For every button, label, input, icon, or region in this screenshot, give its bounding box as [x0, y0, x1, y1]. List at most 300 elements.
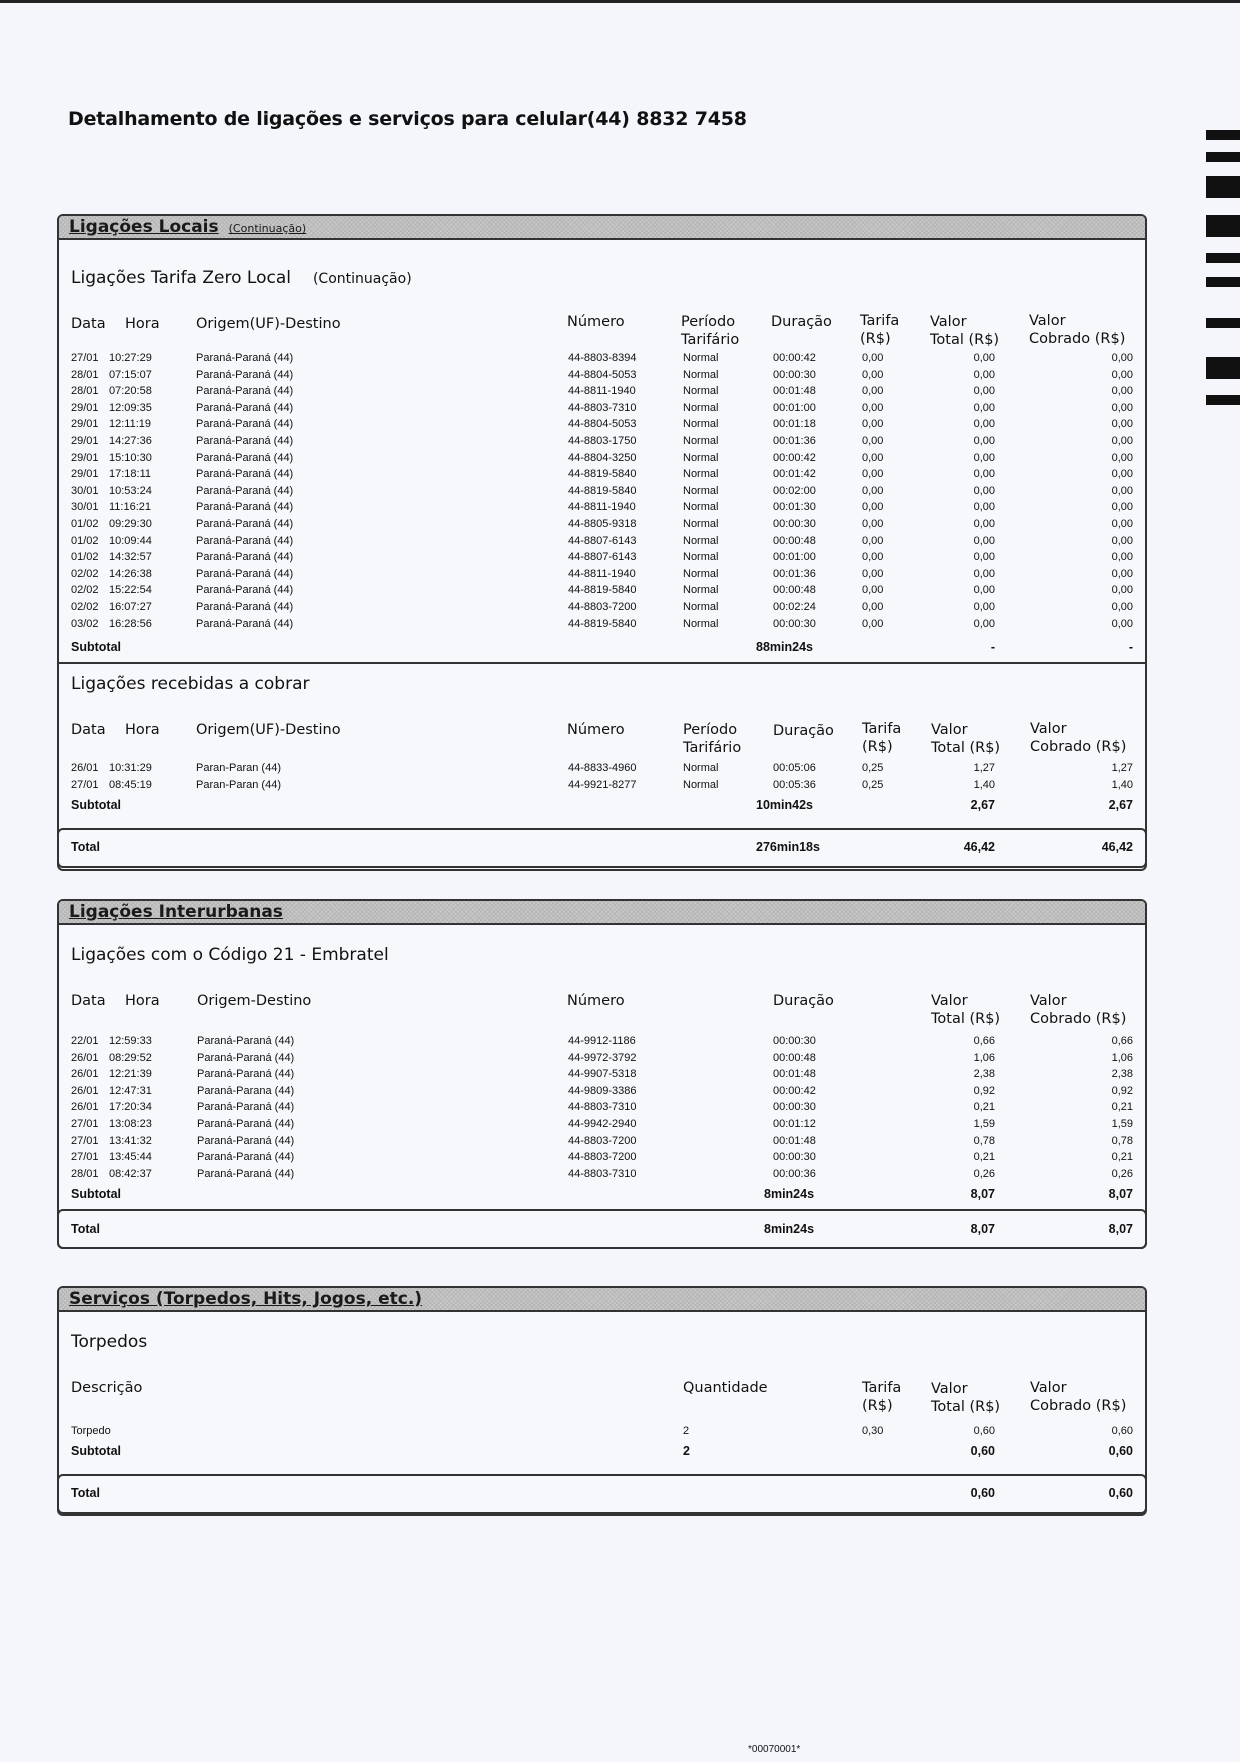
section-header — [59, 1288, 1145, 1312]
cell-data: 02/02 — [71, 601, 99, 613]
cell-total: 0,21 — [973, 1151, 995, 1164]
cell-periodo: Normal — [683, 551, 719, 564]
cell-numero: 44-8819-5840 — [568, 484, 637, 497]
cell-hora: 08:29:52 — [109, 1051, 152, 1064]
cell-duracao: 00:00:30 — [773, 1101, 816, 1114]
col-header-valor-cobrado-line2: Cobrado (R$) — [1030, 739, 1127, 755]
table-row — [59, 535, 1145, 552]
cell-periodo: Normal — [683, 501, 719, 514]
col-header-valor-total-line1: Valor — [931, 722, 968, 738]
subtotal-label: Subtotal — [71, 640, 121, 654]
cell-hora: 12:11:19 — [109, 418, 152, 431]
table-row — [59, 1118, 1145, 1135]
cell-cobrado: 1,06 — [1111, 1051, 1133, 1064]
cell-hora: 17:20:34 — [109, 1101, 152, 1114]
cell-tarifa: 0,30 — [862, 1425, 884, 1437]
cell-numero: 44-8803-7310 — [568, 1101, 637, 1114]
cell-numero: 44-8811-1940 — [568, 567, 636, 580]
subtotal-duracao: 8min24s — [764, 1187, 815, 1201]
cell-total: 0,00 — [973, 385, 995, 398]
cell-tarifa: 0,00 — [862, 534, 884, 547]
total-row — [59, 1222, 1145, 1239]
cell-origem: Paraná-Paraná (44) — [197, 1118, 295, 1130]
total-row — [59, 1486, 1145, 1503]
cell-periodo: Normal — [683, 584, 719, 597]
subtotal-row-servicos — [59, 1444, 1145, 1461]
cell-duracao: 00:02:00 — [773, 484, 816, 497]
subtotal-valor-cobrado: - — [1128, 640, 1133, 654]
cell-periodo: Normal — [683, 468, 719, 481]
col-header-valor-total-line2: Total (R$) — [931, 1011, 1001, 1027]
col-header-data: Data — [71, 316, 106, 332]
cell-tarifa: 0,00 — [862, 617, 884, 630]
cell-duracao: 00:05:36 — [773, 778, 816, 791]
subtotal-row-recebidas — [59, 798, 1145, 815]
cell-hora: 07:15:07 — [109, 368, 152, 381]
table-row — [59, 485, 1145, 502]
cell-tarifa: 0,00 — [862, 418, 884, 431]
cell-total: 1,40 — [973, 778, 995, 791]
table-row — [59, 402, 1145, 419]
cell-tarifa: 0,00 — [862, 518, 884, 530]
cell-cobrado: 0,00 — [1111, 451, 1133, 464]
subsection-title-recebidas: Ligações recebidas a cobrar — [71, 674, 310, 694]
cell-origem: Paraná-Paraná (44) — [196, 518, 294, 530]
cell-duracao: 00:01:48 — [773, 385, 816, 398]
subtotal-valor-cobrado: 2,67 — [1108, 798, 1133, 812]
section-header — [59, 216, 1145, 240]
cell-origem: Paraná-Paraná (44) — [196, 534, 294, 547]
col-header-valor-total-line1: Valor — [930, 314, 967, 330]
cell-cobrado: 0,00 — [1111, 401, 1133, 414]
cell-total: 0,00 — [973, 584, 995, 597]
cell-origem: Paraná-Paraná (44) — [196, 368, 294, 381]
cell-tarifa: 0,00 — [862, 484, 884, 497]
cell-numero: 44-8819-5840 — [568, 468, 637, 481]
cell-duracao: 00:05:06 — [773, 762, 816, 774]
total-valor-cobrado: 8,07 — [1108, 1222, 1133, 1236]
cell-origem: Paraná-Paraná (44) — [197, 1167, 295, 1180]
table-row — [59, 551, 1145, 568]
cell-data: 27/01 — [71, 352, 99, 364]
cell-numero: 44-8803-7200 — [568, 1134, 637, 1147]
col-header-hora: Hora — [125, 993, 160, 1009]
col-header-valor-cobrado-line2: Cobrado (R$) — [1029, 331, 1126, 347]
cell-data: 26/01 — [71, 1068, 99, 1081]
cell-data: 29/01 — [71, 435, 99, 447]
scan-mark — [1206, 318, 1240, 328]
scan-mark — [1206, 277, 1240, 287]
cell-cobrado: 0,26 — [1111, 1167, 1133, 1180]
cell-periodo: Normal — [683, 418, 719, 431]
cell-cobrado: 0,66 — [1111, 1035, 1133, 1047]
section-ligacoes-interurbanas — [57, 899, 1147, 1249]
cell-data: 29/01 — [71, 418, 99, 431]
cell-duracao: 00:01:48 — [773, 1068, 816, 1081]
total-label: Total — [71, 1486, 100, 1500]
col-header-descricao: Descrição — [71, 1380, 143, 1396]
cell-duracao: 00:00:48 — [773, 1051, 816, 1064]
subtotal-valor-cobrado: 0,60 — [1108, 1444, 1133, 1458]
cell-numero: 44-9809-3386 — [568, 1084, 637, 1097]
cell-hora: 10:27:29 — [109, 352, 152, 364]
subtotal-row-interurbanas — [59, 1187, 1145, 1204]
col-header-valor-cobrado — [1030, 720, 1126, 756]
section-header — [59, 901, 1145, 925]
cell-numero: 44-9907-5318 — [568, 1068, 637, 1081]
subtotal-label: Subtotal — [71, 1187, 121, 1201]
cell-cobrado: 0,00 — [1111, 567, 1133, 580]
cell-duracao: 00:00:30 — [773, 368, 816, 381]
cell-hora: 10:31:29 — [109, 762, 152, 774]
table-row — [59, 1168, 1145, 1185]
cell-origem: Paraná-Parana (44) — [197, 1084, 295, 1097]
cell-numero: 44-9972-3792 — [568, 1051, 637, 1064]
col-header-valor-total-line2: Total (R$) — [931, 1399, 1001, 1415]
cell-tarifa: 0,00 — [862, 601, 884, 613]
col-header-data: Data — [71, 722, 106, 738]
total-label: Total — [71, 840, 100, 854]
cell-cobrado: 0,00 — [1111, 352, 1133, 364]
cell-origem: Paraná-Paraná (44) — [197, 1134, 295, 1147]
cell-data: 26/01 — [71, 1101, 99, 1114]
col-header-periodo-line2: Tarifário — [683, 740, 742, 756]
cell-total: 0,21 — [973, 1101, 995, 1114]
col-header-numero: Número — [567, 993, 625, 1009]
table-row — [59, 518, 1145, 535]
table-row — [59, 369, 1145, 386]
cell-cobrado: 0,00 — [1111, 601, 1133, 613]
cell-cobrado: 0,21 — [1111, 1101, 1133, 1114]
cell-duracao: 00:00:42 — [773, 1084, 816, 1097]
cell-hora: 13:08:23 — [109, 1118, 152, 1130]
cell-numero: 44-8803-8394 — [568, 352, 637, 364]
subsection-title-continuation: (Continuação) — [312, 271, 412, 287]
cell-numero: 44-8804-5053 — [568, 418, 637, 431]
table-row — [59, 779, 1145, 796]
table-row — [59, 1052, 1145, 1069]
cell-duracao: 00:00:42 — [773, 352, 816, 364]
cell-hora: 10:53:24 — [109, 484, 152, 497]
cell-duracao: 00:02:24 — [773, 601, 816, 613]
cell-tarifa: 0,00 — [862, 451, 884, 464]
cell-cobrado: 0,00 — [1111, 468, 1133, 481]
cell-data: 26/01 — [71, 1084, 99, 1097]
cell-total: 1,27 — [973, 762, 995, 774]
cell-periodo: Normal — [683, 368, 719, 381]
total-row — [59, 840, 1145, 857]
cell-total: 0,66 — [973, 1035, 995, 1047]
document-barcode-code: *00070001* — [748, 1744, 801, 1755]
cell-cobrado: 0,00 — [1111, 518, 1133, 530]
total-valor-cobrado: 0,60 — [1108, 1486, 1133, 1500]
table-row — [59, 762, 1145, 779]
cell-numero: 44-8819-5840 — [568, 617, 637, 630]
cell-numero: 44-9942-2940 — [568, 1118, 637, 1130]
subtotal-valor-total: 0,60 — [970, 1444, 995, 1458]
cell-data: 29/01 — [71, 468, 99, 481]
cell-numero: 44-8803-7200 — [568, 1151, 637, 1164]
cell-data: 03/02 — [71, 617, 99, 630]
cell-data: 01/02 — [71, 551, 99, 564]
total-valor-total: 8,07 — [970, 1222, 995, 1236]
cell-total: 0,60 — [973, 1425, 995, 1437]
cell-cobrado: 0,00 — [1111, 435, 1133, 447]
cell-origem: Paraná-Paraná (44) — [196, 501, 294, 514]
cell-duracao: 00:01:42 — [773, 468, 816, 481]
cell-duracao: 00:01:36 — [773, 435, 816, 447]
cell-cobrado: 0,00 — [1111, 501, 1133, 514]
col-header-quantidade: Quantidade — [683, 1380, 768, 1396]
total-label: Total — [71, 1222, 100, 1236]
subtotal-quantidade: 2 — [683, 1444, 690, 1458]
cell-duracao: 00:01:30 — [773, 501, 816, 514]
col-header-origem: Origem(UF)-Destino — [196, 316, 341, 332]
scan-mark — [1206, 152, 1240, 162]
scan-mark — [1206, 395, 1240, 405]
col-header-tarifa-line2: (R$) — [860, 331, 891, 347]
section-title: Ligações Interurbanas — [69, 902, 283, 922]
cell-periodo: Normal — [683, 567, 719, 580]
cell-origem: Paraná-Paraná (44) — [197, 1035, 295, 1047]
cell-hora: 12:47:31 — [109, 1084, 152, 1097]
cell-origem: Paran-Paran (44) — [196, 778, 281, 791]
col-header-periodo-line1: Período — [683, 722, 738, 738]
cell-hora: 15:10:30 — [109, 451, 152, 464]
section-title: Ligações Locais — [69, 217, 219, 237]
total-box-locais — [57, 828, 1147, 868]
cell-hora: 14:32:57 — [109, 551, 152, 564]
cell-hora: 16:07:27 — [109, 601, 152, 613]
cell-tarifa: 0,00 — [862, 385, 884, 398]
col-header-tarifa-line1: Tarifa — [862, 721, 902, 737]
cell-hora: 10:09:44 — [109, 534, 152, 547]
cell-quantidade: 2 — [683, 1425, 690, 1437]
col-header-duracao: Duração — [773, 993, 834, 1009]
total-valor-cobrado: 46,42 — [1101, 840, 1133, 854]
table-row — [59, 1085, 1145, 1102]
cell-numero: 44-8803-7200 — [568, 601, 637, 613]
cell-data: 27/01 — [71, 1134, 99, 1147]
cell-cobrado: 1,27 — [1111, 762, 1133, 774]
cell-cobrado: 0,00 — [1111, 551, 1133, 564]
cell-hora: 12:59:33 — [109, 1035, 152, 1047]
scan-mark — [1206, 253, 1240, 263]
col-header-valor-total — [931, 1380, 1000, 1416]
cell-periodo: Normal — [683, 385, 719, 398]
table-row — [59, 385, 1145, 402]
cell-origem: Paraná-Paraná (44) — [196, 468, 294, 481]
page-top-edge — [0, 0, 1240, 3]
col-header-numero: Número — [567, 722, 625, 738]
cell-hora: 11:16:21 — [109, 501, 152, 514]
cell-data: 27/01 — [71, 778, 99, 791]
cell-hora: 17:18:11 — [109, 468, 152, 481]
cell-periodo: Normal — [683, 518, 719, 530]
cell-data: 28/01 — [71, 385, 99, 398]
cell-tarifa: 0,00 — [862, 501, 884, 514]
cell-duracao: 00:00:30 — [773, 1151, 816, 1164]
cell-data: 29/01 — [71, 401, 99, 414]
table-row — [59, 1035, 1145, 1052]
cell-data: 27/01 — [71, 1151, 99, 1164]
table-row — [59, 568, 1145, 585]
total-valor-total: 0,60 — [970, 1486, 995, 1500]
cell-cobrado: 0,21 — [1111, 1151, 1133, 1164]
cell-origem: Paraná-Paraná (44) — [196, 551, 294, 564]
cell-origem: Paraná-Paraná (44) — [197, 1068, 295, 1081]
divider — [59, 662, 1145, 664]
cell-tarifa: 0,00 — [862, 401, 884, 414]
cell-cobrado: 0,00 — [1111, 385, 1133, 398]
cell-total: 0,00 — [973, 435, 995, 447]
cell-duracao: 00:00:48 — [773, 534, 816, 547]
col-header-numero: Número — [567, 314, 625, 330]
col-header-valor-cobrado-line2: Cobrado (R$) — [1030, 1011, 1127, 1027]
section-title: Serviços (Torpedos, Hits, Jogos, etc.) — [69, 1289, 423, 1309]
cell-periodo: Normal — [683, 451, 719, 464]
col-header-periodo-line2: Tarifário — [681, 332, 740, 348]
cell-duracao: 00:01:00 — [773, 551, 816, 564]
cell-periodo: Normal — [683, 617, 719, 630]
cell-total: 0,00 — [973, 451, 995, 464]
col-header-valor-total — [930, 313, 999, 349]
cell-origem: Paraná-Paraná (44) — [197, 1151, 295, 1164]
cell-origem: Paraná-Paraná (44) — [196, 601, 294, 613]
col-header-valor-cobrado-line1: Valor — [1030, 993, 1067, 1009]
table-row — [59, 1151, 1145, 1168]
table-row — [59, 1101, 1145, 1118]
table-row — [59, 601, 1145, 618]
section-servicos — [57, 1286, 1147, 1516]
subtotal-row-tarifa-zero — [59, 640, 1145, 657]
cell-periodo: Normal — [683, 778, 719, 791]
cell-hora: 14:26:38 — [109, 567, 152, 580]
table-row — [59, 584, 1145, 601]
cell-numero: 44-8833-4960 — [568, 762, 637, 774]
cell-total: 0,00 — [973, 468, 995, 481]
total-box-interurbanas — [57, 1209, 1147, 1249]
cell-tarifa: 0,00 — [862, 368, 884, 381]
cell-duracao: 00:00:48 — [773, 584, 816, 597]
table-row — [59, 452, 1145, 469]
cell-tarifa: 0,00 — [862, 551, 884, 564]
table-row — [59, 1135, 1145, 1152]
cell-data: 30/01 — [71, 501, 99, 514]
cell-duracao: 00:01:48 — [773, 1134, 816, 1147]
cell-numero: 44-8805-9318 — [568, 518, 637, 530]
col-header-data: Data — [71, 993, 106, 1009]
col-header-valor-cobrado-line1: Valor — [1030, 721, 1067, 737]
cell-cobrado: 0,00 — [1111, 418, 1133, 431]
cell-periodo: Normal — [683, 401, 719, 414]
col-header-valor-total — [931, 721, 1000, 757]
cell-duracao: 00:00:42 — [773, 451, 816, 464]
cell-cobrado: 0,00 — [1111, 617, 1133, 630]
cell-data: 30/01 — [71, 484, 99, 497]
cell-cobrado: 2,38 — [1111, 1068, 1133, 1081]
total-duracao: 8min24s — [764, 1222, 815, 1236]
cell-data: 26/01 — [71, 1051, 99, 1064]
col-header-tarifa — [862, 720, 901, 756]
cell-cobrado: 0,00 — [1111, 484, 1133, 497]
cell-numero: 44-8811-1940 — [568, 501, 636, 514]
cell-total: 0,00 — [973, 601, 995, 613]
cell-total: 2,38 — [973, 1068, 995, 1081]
col-header-hora: Hora — [125, 316, 160, 332]
cell-cobrado: 0,78 — [1111, 1134, 1133, 1147]
section-ligacoes-locais — [57, 214, 1147, 871]
cell-total: 0,00 — [973, 418, 995, 431]
cell-tarifa: 0,25 — [862, 778, 884, 791]
cell-cobrado: 1,40 — [1111, 778, 1133, 791]
cell-numero: 44-8811-1940 — [568, 385, 636, 398]
col-header-tarifa — [862, 1379, 901, 1415]
cell-cobrado: 0,00 — [1111, 534, 1133, 547]
cell-hora: 09:29:30 — [109, 518, 152, 530]
cell-data: 01/02 — [71, 534, 99, 547]
cell-origem: Paraná-Paraná (44) — [196, 435, 294, 447]
cell-origem: Paraná-Paraná (44) — [196, 352, 294, 364]
subtotal-valor-total: 2,67 — [970, 798, 995, 812]
subtotal-duracao: 10min42s — [756, 798, 813, 812]
cell-cobrado: 0,00 — [1111, 584, 1133, 597]
col-header-valor-cobrado-line1: Valor — [1029, 313, 1066, 329]
cell-origem: Paraná-Paraná (44) — [197, 1101, 295, 1114]
cell-periodo: Normal — [683, 352, 719, 364]
table-row — [59, 418, 1145, 435]
cell-numero: 44-8807-6143 — [568, 534, 637, 547]
col-header-valor-cobrado-line2: Cobrado (R$) — [1030, 1398, 1127, 1414]
cell-numero: 44-8807-6143 — [568, 551, 637, 564]
cell-origem: Paraná-Paraná (44) — [196, 451, 294, 464]
cell-duracao: 00:01:36 — [773, 567, 816, 580]
cell-numero: 44-9912-1186 — [568, 1035, 636, 1047]
cell-data: 29/01 — [71, 451, 99, 464]
scan-mark — [1206, 215, 1240, 237]
col-header-valor-cobrado-line1: Valor — [1030, 1380, 1067, 1396]
col-header-tarifa-line2: (R$) — [862, 1398, 893, 1414]
cell-total: 0,00 — [973, 352, 995, 364]
table-row — [59, 501, 1145, 518]
table-row — [59, 468, 1145, 485]
cell-hora: 08:45:19 — [109, 778, 152, 791]
cell-hora: 13:41:32 — [109, 1134, 152, 1147]
scan-mark — [1206, 130, 1240, 140]
cell-cobrado: 0,92 — [1111, 1084, 1133, 1097]
cell-numero: 44-9921-8277 — [568, 778, 637, 791]
col-header-valor-total-line2: Total (R$) — [931, 740, 1001, 756]
cell-hora: 07:20:58 — [109, 385, 152, 398]
cell-total: 0,78 — [973, 1134, 995, 1147]
cell-numero: 44-8803-7310 — [568, 401, 637, 414]
cell-data: 26/01 — [71, 762, 99, 774]
cell-data: 02/02 — [71, 567, 99, 580]
cell-tarifa: 0,00 — [862, 584, 884, 597]
cell-duracao: 00:00:36 — [773, 1167, 816, 1180]
col-header-periodo — [681, 313, 739, 349]
col-header-valor-total-line1: Valor — [931, 993, 968, 1009]
cell-total: 0,00 — [973, 567, 995, 580]
cell-tarifa: 0,00 — [862, 567, 884, 580]
cell-hora: 15:22:54 — [109, 584, 152, 597]
table-row — [59, 618, 1145, 635]
cell-periodo: Normal — [683, 762, 719, 774]
cell-cobrado: 1,59 — [1111, 1118, 1133, 1130]
table-row — [59, 352, 1145, 369]
cell-numero: 44-8819-5840 — [568, 584, 637, 597]
scan-mark — [1206, 176, 1240, 198]
